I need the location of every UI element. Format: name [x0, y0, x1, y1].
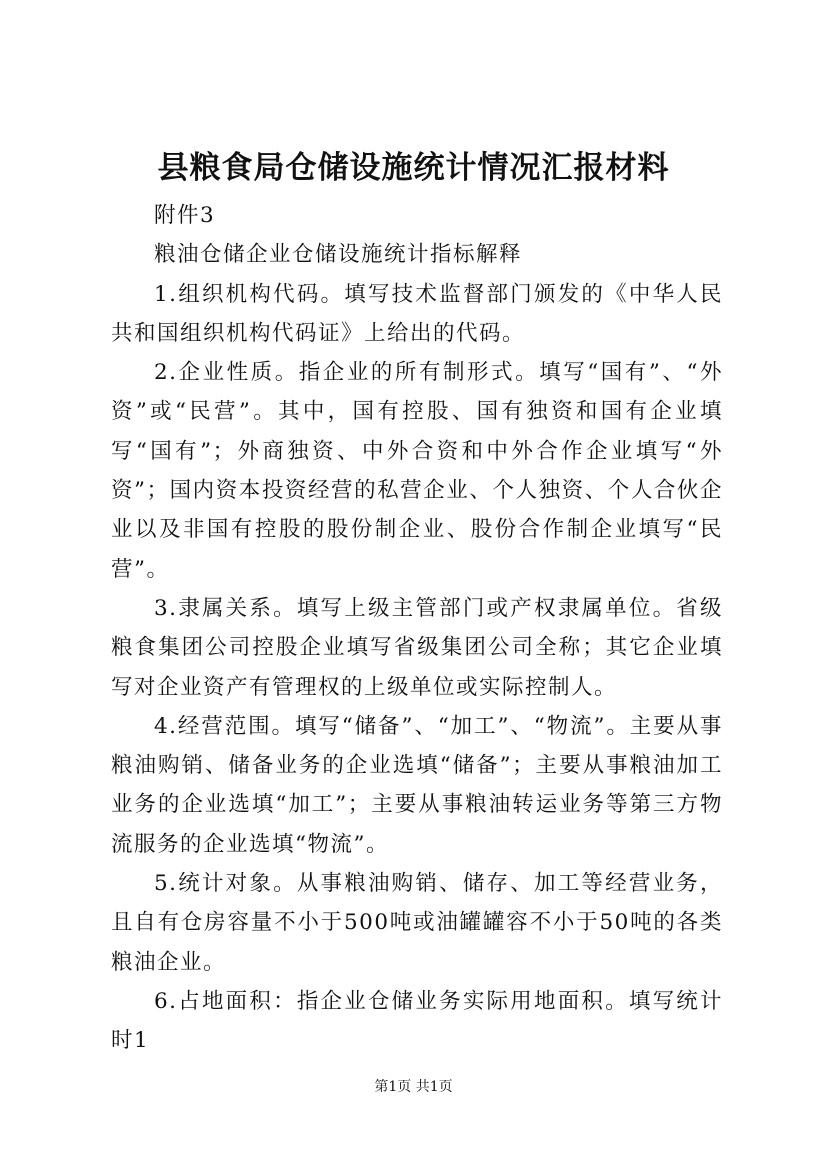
document-title: 县粮食局仓储设施统计情况汇报材料: [157, 150, 670, 186]
paragraph-2: 2.企业性质。指企业的所有制形式。填写“国有”、“外资”或“民营”。其中，国有控股、国有独资和国有企业填写“国有”；外商独资、中外合资和中外合作企业填写“外资”；国内资本投资经营的私营企业、个人独资、个人合伙企业以及非国有控股的股份制企业、股份合作制企业填写“民营”。: [111, 360, 723, 582]
paragraph-5: 5.统计对象。从事粮油购销、储存、加工等经营业务，且自有仓房容量不小于500吨或油罐罐容不小于50吨的各类粮油企业。: [111, 871, 723, 975]
paragraph-4: 4.经营范围。填写“储备”、“加工”、“物流”。主要从事粮油购销、储备业务的企业选填“储备”；主要从事粮油加工业务的企业选填“加工”；主要从事粮油转运业务等第三方物流服务的企业选填“物流”。: [111, 713, 723, 857]
document-body: [111, 196, 723, 1061]
section-heading: 粮油仓储企业仓储设施统计指标解释: [154, 242, 523, 268]
page-footer: 第1页 共1页: [374, 1079, 453, 1095]
paragraph-1: 1.组织机构代码。填写技术监督部门颁发的《中华人民共和国组织机构代码证》上给出的代码。: [111, 281, 723, 346]
paragraph-6: 6.占地面积：指企业仓储业务实际用地面积。填写统计时1: [111, 988, 723, 1054]
attachment-label: 附件3: [154, 203, 216, 228]
paragraph-3: 3.隶属关系。填写上级主管部门或产权隶属单位。省级粮食集团公司控股企业填写省级集团公司全称；其它企业填写对企业资产有管理权的上级单位或实际控制人。: [111, 595, 723, 700]
